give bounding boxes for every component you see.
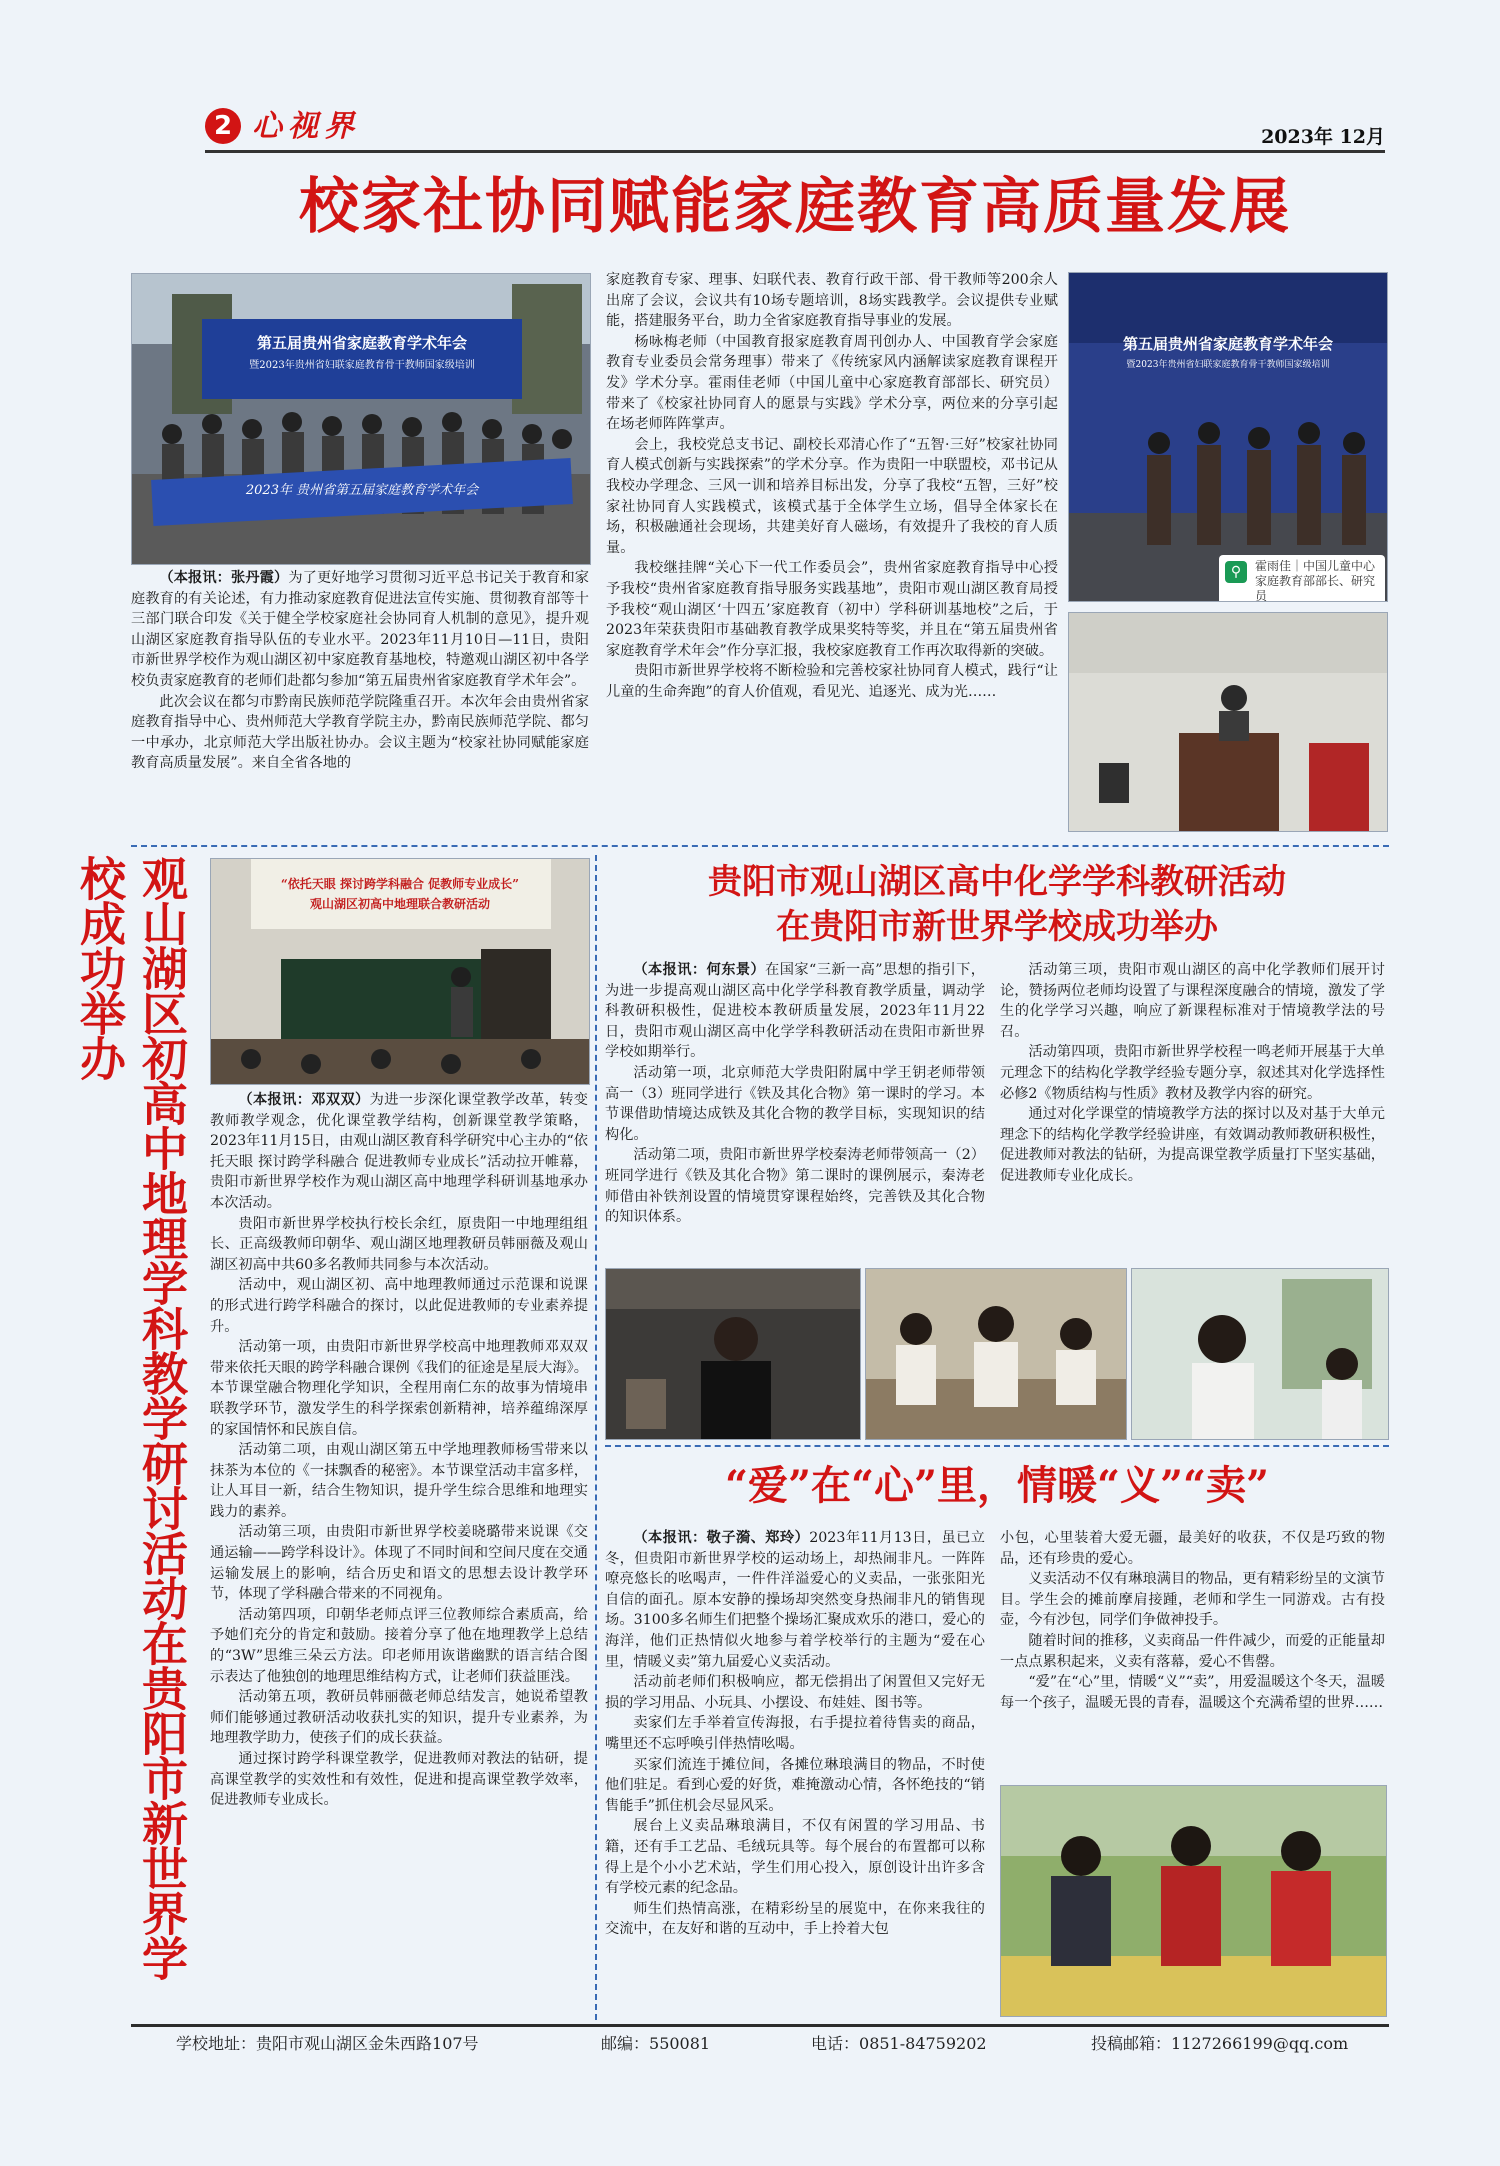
article1-col1-para: （本报讯：张丹霞）为了更好地学习贯彻习近平总书记关于教育和家庭教育的有关论述，有力推动家庭教育促进法宣传实施、贯彻教育部等十三部门联合印发《关于健全学校家庭社会协同育人机制的意见》，提升观山湖区家庭教育指导队伍的专业水平。2023年11月10日—11日，贵阳市新世界学校作为观山湖区初中家庭教育基地校，特邀观山湖区初中各学校负责家庭教育的老师们赴都匀参加“第五届贵州省家庭教育学术年会”。 [131, 570, 589, 689]
article2-body [210, 1090, 588, 2018]
article2-para: （本报讯：邓双双）为进一步深化课堂教学改革，转变教师教学观念，优化课堂教学结构，创新课堂教学策略，2023年11月15日，由观山湖区教育科学研究中心主办的“依托天眼 探讨跨学科融合 促进教师专业成长”活动拉开帷幕，贵阳市新世界学校作为观山湖区高中地理学科研训基地承办本次活动。 [210, 1092, 588, 1211]
article3-para: 活动第四项，贵阳市新世界学校程一鸣老师开展基于大单元理念下的结构化学教学经验专题分享，叙述其对化学选择性必修2《物质结构与性质》教材及教学内容的研究。 [1000, 1044, 1385, 1102]
article1-reporter: （本报讯：张丹霞） [159, 570, 289, 586]
article4-para: 师生们热情高涨，在精彩纷呈的展览中，在你来我往的交流中，在友好和谐的互动中，手上拎着大包 [605, 1900, 985, 1938]
article4-para: 随着时间的推移，义卖商品一件件减少，而爱的正能量却一点点累积起来，义卖有落幕，爱心不售罄。 [1000, 1632, 1385, 1670]
article3-title-line1: 贵阳市观山湖区高中化学学科教研活动 [708, 862, 1286, 902]
article3-para: 活动第一项，北京师范大学贵阳附属中学王钥老师带领高一（3）班同学进行《铁及其化合物》第一课时的学习。本节课借助情境达成铁及其化合物的教学目标，实现知识的结构化。 [605, 1064, 985, 1143]
article3-para: （本报讯：何东景）在国家“三新一高”思想的指引下，为进一步提高观山湖区高中化学学科教育教学质量，调动学科教研积极性，促进校本教研质量发展，2023年11月22日，贵阳市观山湖区高中化学学科教研活动在贵阳市新世界学校如期举行。 [605, 962, 985, 1061]
article3-col1 [605, 960, 985, 1265]
article2-classroom-photo [210, 858, 590, 1085]
header [0, 0, 1500, 160]
article4-para: 小包，心里装着大爱无疆，最美好的收获，不仅是巧致的物品，还有珍贵的爱心。 [1000, 1530, 1385, 1567]
article3-students-photo [865, 1268, 1127, 1440]
article4-reporter: （本报讯：敬子漪、郑玲） [633, 1530, 810, 1546]
article1-col2 [606, 270, 1058, 830]
article4-col2 [1000, 1528, 1385, 1778]
article4-para: （本报讯：敬子漪、郑玲）2023年11月13日，虽已立冬，但贵阳市新世界学校的运动场上，却热闹非凡。一阵阵嘹亮悠长的吆喝声，一件件洋溢爱心的义卖品，一张张阳光自信的面孔。原本安静的操场却突然变身热闹非凡的销售现场。3100多名师生们把整个操场汇聚成欢乐的港口，爱心的海洋，他们正热情似火地参与着学校举行的主题为“爱在心里，情暖义卖”第九届爱心义卖活动。 [605, 1530, 985, 1670]
article3-teacher-photo [605, 1268, 861, 1440]
article1-col1 [131, 568, 589, 868]
article2-photo-banner-l2: 观山湖区初高中地理联合教研活动 [309, 897, 490, 911]
article2-title: 观山湖区初高中地理学科教学研讨活动在贵阳市新世界学校成功举办 [73, 855, 189, 1980]
article1-col2-para: 我校继挂牌“关心下一代工作委员会”，贵州省家庭教育指导中心授予我校“贵州省家庭教育指导服务实践基地”，贵阳市观山湖区教育局授予我校“观山湖区‘十四五’家庭教育（初中）学科研训基地校”之后，于2023年荣获贵阳市基础教育教学成果奖特等奖，并且在“第五届贵州省家庭教育学术年会”作分享汇报，我校家庭教育工作再次取得新的突破。 [606, 560, 1058, 659]
article4-para: 展台上义卖品琳琅满目，不仅有闲置的学习用品、书籍，还有手工艺品、毛绒玩具等。每个展台的布置都可以称得上是个小小艺术站，学生们用心投入，原创设计出许多含有学校元素的纪念品。 [605, 1818, 985, 1897]
article2-para: 通过探讨跨学科课堂教学，促进教师对教法的钻研，提高课堂教学的实效性和有效性，促进和提高课堂教学效率，促进教师专业成长。 [210, 1751, 588, 1809]
article2-reporter: （本报讯：邓双双） [238, 1092, 370, 1108]
article3-lab-photo [1131, 1268, 1389, 1440]
photo2-caption: ⚲ 霍雨佳｜中国儿童中心家庭教育部部长、研究员 [1219, 555, 1385, 602]
divider [131, 845, 1389, 847]
footer [131, 2032, 1389, 2058]
article1-lecture-photo [1068, 612, 1388, 832]
article1-speakers-photo [1068, 272, 1388, 602]
article4-para: 活动前老师们积极响应，都无偿捐出了闲置但又完好无损的学习用品、小玩具、小摆设、布娃娃、图书等。 [605, 1674, 985, 1711]
article4-col1 [605, 1528, 985, 2018]
article3-para: 通过对化学课堂的情境教学方法的探讨以及对基于大单元理念下的结构化学教学经验讲座，有效调动教师教研积极性，促进教师对教法的钻研，为提高课堂教学质量打下坚实基础，促进教师专业化成长。 [1000, 1106, 1385, 1184]
footer-phone: 电话：0851-84759202 [811, 2034, 987, 2053]
article1-col2-para: 贵阳市新世界学校将不断检验和完善校家社协同育人模式，践行“让儿童的生命奔跑”的育人价值观，看见光、追逐光、成为光…… [606, 663, 1058, 700]
photo2-banner-title: 第五届贵州省家庭教育学术年会 [1122, 335, 1333, 353]
article4-title: “爱”在“心”里，情暖“义”“卖” [724, 1462, 1270, 1509]
article2-para: 贵阳市新世界学校执行校长余红，原贵阳一中地理组组长、正高级教师印朝华、观山湖区地理教研员韩丽薇及观山湖区初高中共60多名教师共同参与本次活动。 [210, 1215, 588, 1273]
article3-reporter: （本报讯：何东景） [633, 962, 766, 978]
article3-para: 活动第二项，贵阳市新世界学校秦涛老师带领高一（2）班同学进行《铁及其化合物》第二课时的课例展示，秦涛老师借由补铁剂设置的情境贯穿课程始终，完善铁及其化合物的知识体系。 [605, 1147, 985, 1226]
article3-para: 活动第三项，贵阳市观山湖区的高中化学教师们展开讨论，赞扬两位老师均设置了与课程深度融合的情境，激发了学生的化学学习兴趣，响应了新课程标准对于情境教学法的号召。 [1000, 962, 1385, 1040]
photo1-banner-sub: 暨2023年贵州省妇联家庭教育骨干教师国家级培训 [249, 360, 475, 371]
article1-title: 校家社协同赋能家庭教育高质量发展 [299, 172, 1291, 242]
divider [605, 1445, 1389, 1447]
article3-col2 [1000, 960, 1385, 1265]
header-rule [205, 150, 1385, 153]
footer-zip: 邮编：550081 [601, 2034, 711, 2053]
footer-email: 投稿邮箱：1127266199@qq.com [1091, 2034, 1349, 2053]
article3-title-line2: 在贵阳市新世界学校成功举办 [776, 907, 1218, 947]
page-number: 2 [213, 111, 233, 141]
page-number-badge [205, 108, 241, 144]
article4-para: 卖家们左手举着宣传海报，右手提拉着待售卖的商品，嘴里还不忘呼唤引伴热情吆喝。 [605, 1715, 985, 1752]
divider [595, 855, 597, 2020]
section-name: 心视界 [252, 109, 360, 144]
article2-para: 活动第五项，教研员韩丽薇老师总结发言，她说希望教师们能够通过教研活动收获扎实的知识，提升专业素养，为地理教学助力，使孩子们的成长获益。 [210, 1689, 588, 1747]
issue-date: 2023年 12月 [1261, 126, 1385, 148]
article2-para: 活动第三项，由贵阳市新世界学校姜晓璐带来说课《交通运输——跨学科设计》。体现了不同时间和空间尺度在交通运输发展上的影响，结合历史和语文的思想去设计教学环节，体现了学科融合带来的不同视角。 [210, 1524, 588, 1603]
footer-address: 学校地址：贵阳市观山湖区金朱西路107号 [176, 2034, 479, 2053]
photo1-lower-banner: 2023年 贵州省第五届家庭教育学术年会 [245, 483, 479, 498]
footer-rule [131, 2024, 1389, 2027]
article4-para: “爱”在“心”里，情暖“义”“卖”，用爱温暖这个冬天，温暖每一个孩子，温暖无畏的青春，温暖这个充满希望的世界…… [1000, 1674, 1385, 1711]
article2-photo-banner-l1: “依托天眼 探讨跨学科融合 促教师专业成长” [280, 877, 520, 891]
photo2-banner-sub: 暨2023年贵州省妇联家庭教育骨干教师国家级培训 [1126, 360, 1330, 370]
article1-col2-para: 会上，我校党总支书记、副校长邓清心作了“五智·三好”校家社协同育人模式创新与实践探索”的学术分享。作为贵阳一中联盟校，邓书记从我校办学理念、三风一训和培养目标出发，分享了我校“五智，三好”校家社协同育人实践模式，该模式基于全体学生立场，倡导全体家长在场，积极融通社会现场，共建美好育人磁场，有效提升了我校的育人质量。 [606, 436, 1058, 556]
article2-para: 活动第四项，印朝华老师点评三位教师综合素质高，给予她们充分的肯定和鼓励。接着分享了他在地理教学上总结的“3W”思维三朵云方法。印老师用诙谐幽默的语言结合图示表达了他独创的地理思维结构方式，让老师们获益匪浅。 [210, 1606, 588, 1685]
article1-col1-para: 此次会议在都匀市黔南民族师范学院隆重召开。本次年会由贵州省家庭教育指导中心、贵州师范大学教育学院主办，黔南民族师范学院、都匀一中承办，北京师范大学出版社协办。会议主题为“校家社协同赋能家庭教育高质量发展”。来自全省各地的 [131, 693, 589, 772]
article2-para: 活动中，观山湖区初、高中地理教师通过示范课和说课的形式进行跨学科融合的探讨，以此促进教师的专业素养提升。 [210, 1277, 588, 1335]
article2-para: 活动第一项，由贵阳市新世界学校高中地理教师邓双双带来依托天眼的跨学科融合课例《我们的征途是星辰大海》。本节课堂融合物理化学知识，全程用南仁东的故事为情境串联教学环节，激发学生的科学探索创新精神，培养蕴绵深厚的家国情怀和民族自信。 [210, 1339, 588, 1438]
search-icon: ⚲ [1225, 561, 1247, 583]
article1-col2-para: 家庭教育专家、理事、妇联代表、教育行政干部、骨干教师等200余人出席了会议，会议共有10场专题培训，8场实践教学。会议提供专业赋能，搭建服务平台，助力全省家庭教育指导事业的发展。 [606, 272, 1058, 330]
photo1-banner-title: 第五届贵州省家庭教育学术年会 [256, 334, 467, 352]
article4-para: 义卖活动不仅有琳琅满目的物品，更有精彩纷呈的文演节目。学生会的摊前摩肩接踵，老师和学生一同游戏。古有投壶，今有沙包，同学们争做神投手。 [1000, 1571, 1385, 1629]
article4-para: 买家们流连于摊位间，各摊位琳琅满目的物品，不时使他们驻足。看到心爱的好货，难掩激动心情，各怀绝技的“销售能手”抓住机会尽显风采。 [605, 1756, 985, 1814]
article1-col2-para: 杨咏梅老师（中国教育报家庭教育周刊创办人、中国教育学会家庭教育专业委员会常务理事）带来了《传统家风内涵解读家庭教育课程开发》学术分享。霍雨佳老师（中国儿童中心家庭教育部部长、研究员）带来了《校家社协同育人的愿景与实践》学术分享，两位来的分享引起在场老师阵阵掌声。 [606, 333, 1058, 433]
article2-para: 活动第二项，由观山湖区第五中学地理教师杨雪带来以抹茶为本位的《一抹飘香的秘密》。本节课堂活动丰富多样，让人耳目一新，结合生物知识，提升学生综合思维和地理实践力的素养。 [210, 1442, 588, 1520]
article4-charity-sale-photo [1000, 1785, 1387, 2017]
article1-group-photo [131, 273, 591, 565]
